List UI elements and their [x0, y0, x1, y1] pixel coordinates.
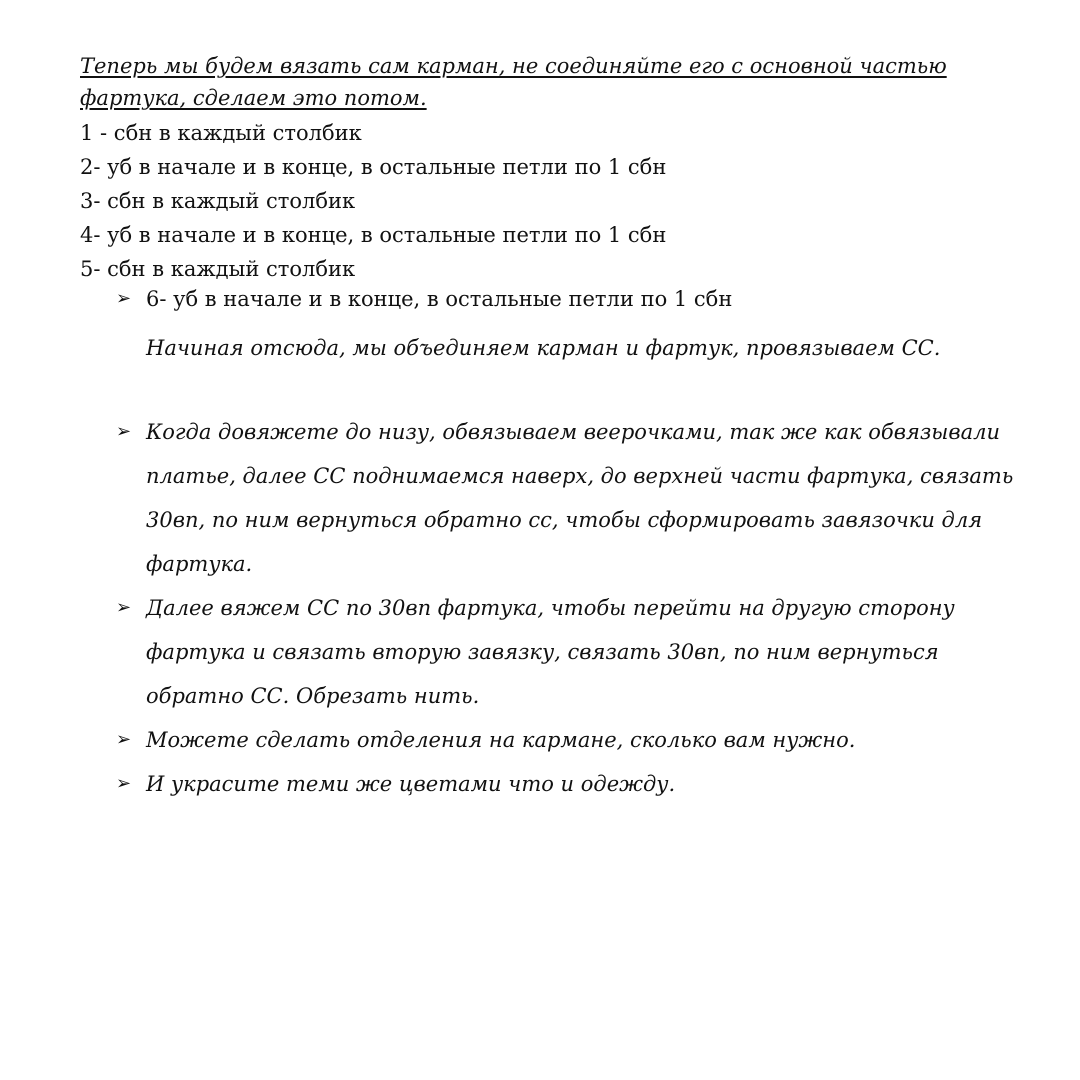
step-text-1: Когда довяжете до низу, обвязываем веерочками, так же как обвязывали платье, далее СС поднимаемся наверх, до верхней части фартука, связать 30вп, по ним вернуться обратно сс, чтобы сформировать завязочки для фартука.	[146, 420, 1014, 576]
step-item-4	[116, 762, 1036, 806]
step-text-4: И украсите теми же цветами что и одежду.	[146, 772, 676, 796]
arrow-bullet-icon: ➢	[116, 773, 132, 794]
row-5: 5- сбн в каждый столбик	[80, 257, 356, 281]
row-6-list	[116, 282, 1036, 316]
step-item-3	[116, 718, 1036, 762]
arrow-bullet-icon: ➢	[116, 597, 132, 618]
row-6-text: 6- уб в начале и в конце, в остальные петли по 1 сбн	[146, 287, 733, 311]
row-list	[80, 116, 666, 286]
row-4: 4- уб в начале и в конце, в остальные петли по 1 сбн	[80, 223, 667, 247]
row-6-item	[116, 282, 1036, 316]
step-item-2	[116, 586, 1036, 718]
row-1: 1 - сбн в каждый столбик	[80, 121, 362, 145]
steps-list	[116, 410, 1036, 806]
arrow-bullet-icon: ➢	[116, 421, 132, 442]
step-text-3: Можете сделать отделения на кармане, сколько вам нужно.	[146, 728, 856, 752]
arrow-bullet-icon: ➢	[116, 288, 132, 309]
row-3: 3- сбн в каждый столбик	[80, 189, 356, 213]
step-item-1	[116, 410, 1036, 586]
arrow-bullet-icon: ➢	[116, 729, 132, 750]
step-text-2: Далее вяжем СС по 30вп фартука, чтобы перейти на другую сторону фартука и связать вторую завязку, связать 30вп, по ним вернуться обратно СС. Обрезать нить.	[146, 596, 955, 708]
join-note: Начиная отсюда, мы объединяем карман и фартук, провязываем СС.	[146, 336, 941, 360]
intro-paragraph: Теперь мы будем вязать сам карман, не соединяйте его с основной частью фартука, сделаем это потом.	[80, 54, 947, 110]
row-2: 2- уб в начале и в конце, в остальные петли по 1 сбн	[80, 155, 667, 179]
